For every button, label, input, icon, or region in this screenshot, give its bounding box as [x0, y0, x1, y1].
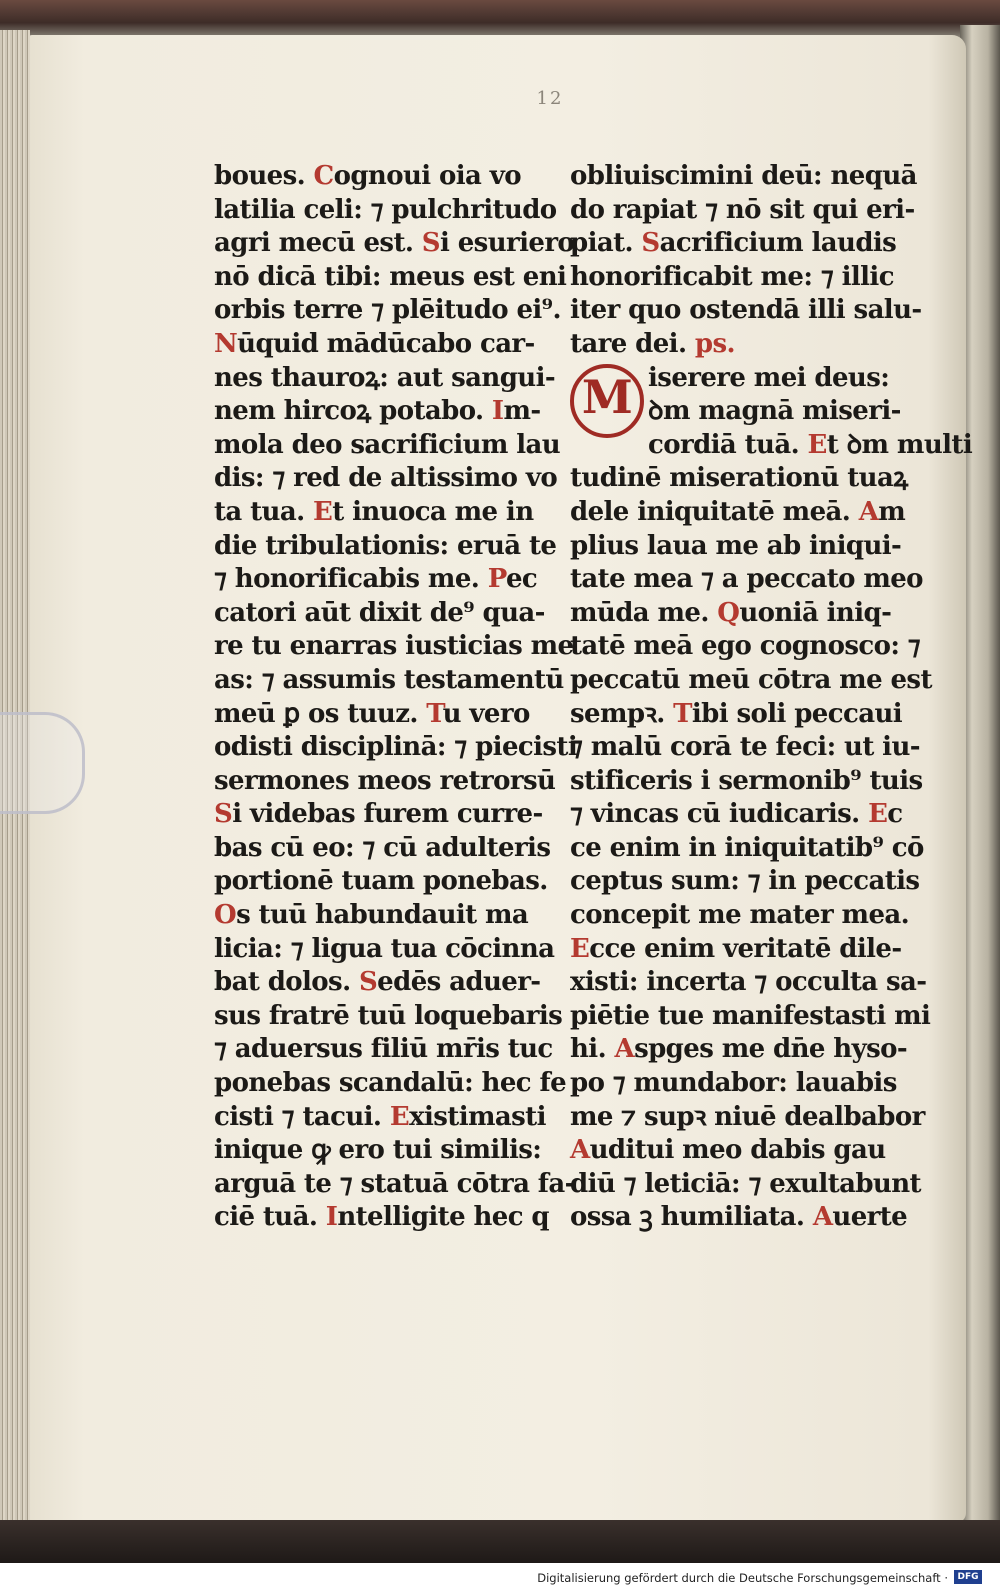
text-segment: ossa ꝫ humiliata.: [570, 1202, 813, 1233]
text-line: [214, 1101, 544, 1135]
text-segment: cce enim veritatē dile-: [589, 933, 902, 964]
text-segment: ⁊ aduersus filiū mr̄is tuc: [214, 1034, 553, 1065]
text-segment: portionē tuam ponebas.: [214, 866, 548, 897]
page-clip: [0, 712, 85, 814]
text-line: [214, 865, 548, 899]
text-segment: obliuiscimini deū: nequā: [570, 161, 917, 191]
rubricated-letter: N: [214, 328, 238, 359]
text-segment: t ꝺm multi: [826, 429, 973, 460]
text-segment: tare dei.: [570, 328, 695, 359]
text-line: [570, 1000, 931, 1034]
text-segment: m-: [503, 396, 541, 427]
rubricated-letter: O: [214, 900, 237, 931]
folio-number: 12: [536, 88, 564, 109]
text-line: [214, 1168, 575, 1202]
text-segment: ⁊ vincas cū iudicaris.: [570, 799, 869, 830]
text-segment: s tuū habundauit ma: [236, 900, 529, 931]
funding-credit: Digitalisierung gefördert durch die Deutsche Forschungsgemeinschaft ·: [537, 1571, 948, 1585]
rubricated-letter: A: [614, 1034, 635, 1065]
text-line: [214, 698, 544, 732]
footer-bar: [0, 1563, 1000, 1593]
text-line: [570, 1201, 908, 1235]
text-line: [214, 530, 557, 564]
text-line: [214, 1201, 549, 1235]
rubricated-letter: I: [491, 396, 504, 427]
rubricated-letter: T: [673, 698, 692, 729]
text-segment: concepit me mater mea.: [570, 900, 910, 931]
rubricated-letter: A: [858, 496, 879, 527]
text-line: [214, 563, 544, 597]
rubricated-letter: S: [641, 228, 660, 259]
text-segment: xisti: incerta ⁊ occulta sa-: [570, 967, 927, 998]
text-segment: me ⁊ supꝛ niuē dealbabor: [570, 1101, 925, 1132]
text-segment: dis: ⁊ red de altissimo vo: [214, 463, 558, 494]
text-line: [214, 1067, 567, 1101]
text-line: [214, 1000, 563, 1034]
text-segment: licia: ⁊ ligua tua cōcinna: [214, 933, 555, 964]
text-segment: uerte: [832, 1202, 908, 1233]
text-segment: xistimasti: [409, 1101, 546, 1132]
text-segment: sermones meos retrorsū: [214, 765, 556, 796]
text-segment: iter quo ostendā illi salu-: [570, 295, 922, 326]
text-segment: ce enim in iniquitatib⁹ cō: [570, 832, 924, 863]
text-segment: plius laua me ab iniqui-: [570, 530, 902, 561]
text-segment: diū ⁊ leticiā: ⁊ exultabunt: [570, 1168, 921, 1199]
rubricated-letter: E: [389, 1101, 410, 1132]
text-segment: iserere mei deus:: [648, 362, 890, 393]
text-segment: ponebas scandalū: hec fe: [214, 1068, 567, 1099]
text-segment: ⁊ honorificabis me.: [214, 564, 488, 595]
text-line: [570, 261, 900, 295]
text-segment: nes thauroꝝ: aut sangui-: [214, 362, 556, 393]
page-stack-right: [960, 25, 1000, 1525]
text-segment: edēs aduer-: [377, 967, 541, 998]
text-segment: mūda me.: [570, 597, 718, 628]
book-cover-edge: [0, 0, 1000, 38]
text-line: [570, 865, 920, 899]
rubricated-letter: S: [214, 799, 233, 830]
text-segment: ntelligite hec q: [337, 1202, 549, 1233]
text-segment: tatē meā ego cognosco: ⁊: [570, 631, 921, 662]
text-segment: arguā te ⁊ statuā cōtra fa-: [214, 1168, 575, 1199]
text-line: [214, 496, 544, 530]
text-segment: hi.: [570, 1034, 615, 1065]
text-segment: nō dicā tibi: meus est eni: [214, 261, 567, 292]
text-line: [570, 294, 922, 328]
text-line: [214, 362, 556, 396]
text-line: [214, 328, 544, 362]
text-segment: sempꝛ.: [570, 698, 674, 729]
text-line: [214, 731, 578, 765]
text-line: [214, 160, 544, 194]
text-segment: ibi soli peccaui: [691, 698, 903, 729]
text-line: [570, 328, 900, 362]
text-line: [214, 429, 561, 463]
book-bottom-shadow: [0, 1520, 1000, 1563]
text-segment: do rapiat ⁊ nō sit qui eri-: [570, 194, 915, 225]
rubricated-letter: A: [570, 1135, 590, 1166]
text-segment: piat.: [570, 228, 642, 259]
text-line: [214, 899, 544, 933]
text-line: [214, 294, 561, 328]
text-segment: cisti ⁊ tacui.: [214, 1101, 390, 1132]
text-line: [214, 765, 556, 799]
text-segment: spges me dn̄e hyso-: [634, 1034, 908, 1065]
text-segment: ꝺm magnā miseri-: [648, 396, 901, 427]
text-line: [214, 261, 567, 295]
text-line: [570, 1134, 900, 1168]
text-line: [570, 194, 915, 228]
text-segment: catori aūt dixit de⁹ qua-: [214, 597, 545, 628]
text-line: [214, 194, 557, 228]
text-line: [214, 630, 574, 664]
text-line: [570, 563, 923, 597]
text-line: [214, 966, 544, 1000]
text-segment: i esuriero: [439, 228, 575, 259]
text-line: [570, 899, 910, 933]
text-segment: meū ꝑ os tuuz.: [214, 698, 427, 729]
rubricated-letter: S: [358, 967, 378, 998]
text-line: [570, 1101, 925, 1135]
text-segment: sus fratrē tuū loquebaris: [214, 1000, 563, 1031]
text-segment: boues.: [214, 161, 314, 191]
text-line: [570, 1168, 921, 1202]
text-line: [570, 462, 908, 496]
text-line: [214, 664, 564, 698]
text-line: [214, 933, 555, 967]
text-segment: cordiā tuā.: [648, 429, 808, 460]
text-segment: t inuoca me in: [332, 496, 534, 527]
text-line: [570, 530, 900, 564]
rubricated-letter: Q: [717, 597, 740, 628]
rubricated-letter: E: [807, 429, 827, 460]
text-segment: uditui meo dabis gau: [589, 1135, 886, 1166]
dfg-logo: DFG: [954, 1570, 982, 1584]
text-line: [570, 496, 906, 530]
text-line: [570, 160, 917, 194]
text-segment: ta tua.: [214, 496, 313, 527]
text-line: [570, 597, 900, 631]
text-segment: uoniā iniq-: [739, 597, 892, 628]
text-segment: latilia celi: ⁊ pulchritudo: [214, 194, 557, 225]
text-segment: stificeris i sermonib⁹ tuis: [570, 765, 923, 796]
text-line: [570, 1033, 908, 1067]
text-line: [570, 664, 932, 698]
text-line: [214, 1033, 553, 1067]
text-segment: ūquid mādūcabo car-: [237, 328, 535, 359]
text-segment: ognoui oia vo: [333, 161, 521, 191]
text-segment: bas cū eo: ⁊ cū adulteris: [214, 832, 551, 863]
text-segment: ciē tuā.: [214, 1202, 326, 1233]
text-line: [570, 765, 923, 799]
rubricated-letter: T: [426, 698, 443, 729]
rubricated-letter: P: [487, 564, 506, 595]
text-segment: c: [887, 799, 903, 830]
rubricated-letter: I: [325, 1202, 338, 1233]
text-segment: odisti disciplinā: ⁊ piecisti: [214, 732, 578, 763]
text-segment: tudinē miserationū tuaꝝ: [570, 463, 908, 494]
text-segment: m: [878, 496, 906, 527]
text-segment: ec: [505, 564, 538, 595]
text-segment: re tu enarras iusticias me: [214, 631, 574, 662]
text-segment: agri mecū est.: [214, 228, 422, 259]
right-text-column: [570, 160, 973, 1235]
text-line: [570, 966, 927, 1000]
text-segment: as: ⁊ assumis testamentū: [214, 664, 564, 695]
text-segment: piētie tue manifestasti mi: [570, 1000, 931, 1031]
rubricated-letter: C: [313, 161, 334, 191]
text-segment: mola deo sacrificium lau: [214, 429, 561, 460]
rubricated-letter: A: [812, 1202, 833, 1233]
text-segment: acrificium laudis: [659, 228, 897, 259]
text-line: [570, 798, 903, 832]
text-line: [570, 933, 900, 967]
text-line: [214, 1134, 544, 1168]
text-segment: tate mea ⁊ a peccato meo: [570, 564, 923, 595]
left-text-column: [214, 160, 578, 1235]
text-line: [214, 462, 558, 496]
text-segment: bat dolos.: [214, 967, 359, 998]
text-segment: po ⁊ mundabor: lauabis: [570, 1068, 897, 1099]
text-line: [570, 1067, 900, 1101]
rubricated-letter: E: [868, 799, 888, 830]
text-segment: honorificabit me: ⁊ illic: [570, 261, 894, 292]
text-segment: dele iniquitatē meā.: [570, 496, 859, 527]
text-segment: peccatū meū cōtra me est: [570, 664, 932, 695]
text-line: [570, 731, 920, 765]
text-segment: orbis terre ⁊ plēitudo ei⁹.: [214, 295, 561, 326]
text-segment: ceptus sum: ⁊ in peccatis: [570, 866, 920, 897]
text-segment: die tribulationis: eruā te: [214, 530, 557, 561]
text-line: [214, 798, 544, 832]
text-segment: i videbas furem curre-: [232, 799, 543, 830]
text-line: [570, 227, 900, 261]
text-line: [214, 227, 575, 261]
text-line: [214, 597, 544, 631]
rubricated-letter: ps.: [694, 328, 735, 359]
text-segment: inique ꝙ ero tui similis:: [214, 1135, 542, 1166]
text-line: [570, 630, 921, 664]
text-segment: u vero: [442, 698, 530, 729]
text-line: [570, 832, 924, 866]
text-segment: nem hircoꝝ potabo.: [214, 396, 492, 427]
text-segment: ⁊ malū corā te feci: ut iu-: [570, 732, 920, 763]
rubricated-letter: S: [421, 228, 440, 259]
rubricated-letter: E: [312, 496, 333, 527]
decorated-initial: M: [570, 364, 644, 438]
text-line: [214, 832, 551, 866]
text-line: [214, 395, 544, 429]
rubricated-letter: E: [570, 933, 590, 964]
text-line: [570, 698, 903, 732]
